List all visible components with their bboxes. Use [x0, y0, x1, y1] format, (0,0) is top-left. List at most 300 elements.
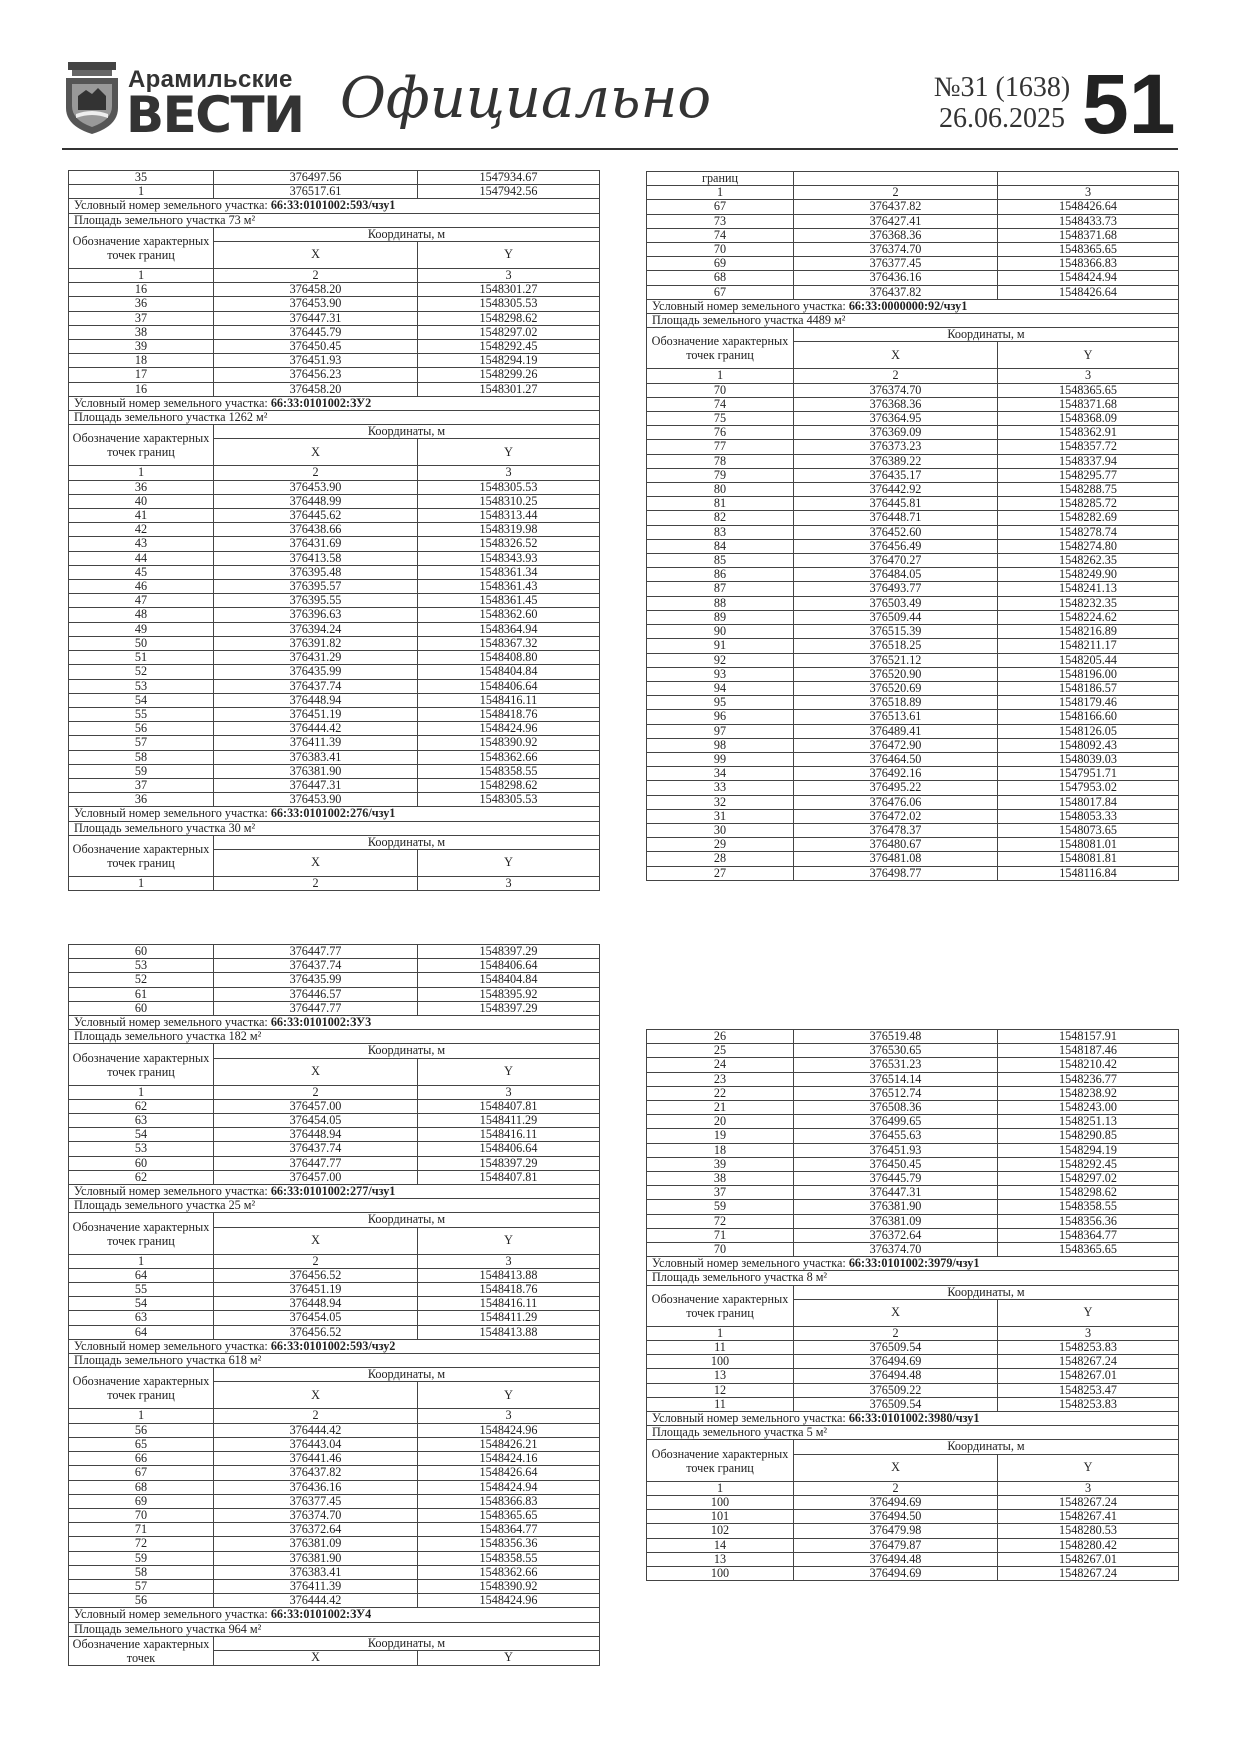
- coord-x: 376480.67: [794, 838, 998, 852]
- coord-x: 376458.20: [214, 382, 418, 396]
- table-row: [647, 625, 1179, 639]
- table-row: [69, 1579, 600, 1593]
- coord-y: 1548368.09: [998, 412, 1179, 426]
- table-row: [647, 1200, 1179, 1214]
- coordinates-header: Координаты, м: [214, 1213, 600, 1227]
- table-row: [647, 243, 1179, 257]
- parcel-number-label: Условный номер земельного участка:: [652, 1411, 849, 1426]
- coord-x: 376494.69: [794, 1355, 998, 1369]
- parcel-number-value: 66:33:0101002:ЗУ2: [270, 396, 372, 410]
- parcel-number-row: [647, 1412, 1179, 1426]
- y-header: Y: [418, 1382, 600, 1409]
- coord-y: 1548297.02: [998, 1172, 1179, 1186]
- coord-x: 376450.45: [214, 340, 418, 354]
- column-number: 3: [418, 466, 600, 480]
- point-number: 99: [647, 752, 794, 766]
- y-header: Y: [418, 1058, 600, 1085]
- coord-x: 376448.71: [794, 511, 998, 525]
- table-row: [647, 1072, 1179, 1086]
- x-header: X: [794, 1299, 998, 1326]
- coord-y: 1548294.19: [998, 1143, 1179, 1157]
- point-number: 67: [647, 285, 794, 299]
- table-row: [69, 171, 600, 185]
- parcel-area: Площадь земельного участка 1262 м²: [69, 411, 600, 425]
- column-number-row: [647, 369, 1179, 383]
- coord-x: 376445.79: [794, 1172, 998, 1186]
- coord-y: 1548251.13: [998, 1115, 1179, 1129]
- point-number: 60: [69, 945, 214, 959]
- coord-x: 376472.90: [794, 738, 998, 752]
- table-row: [647, 397, 1179, 411]
- coord-x: 376515.39: [794, 625, 998, 639]
- coord-x: 376513.61: [794, 710, 998, 724]
- table-row: [647, 539, 1179, 553]
- point-number: 17: [69, 368, 214, 382]
- point-number: 69: [647, 257, 794, 271]
- coordinates-table-right-top: [646, 171, 1179, 881]
- coord-y: 1548362.60: [418, 608, 600, 622]
- coord-y: 1548297.02: [418, 325, 600, 339]
- coord-y: 1548126.05: [998, 724, 1179, 738]
- column-number: 3: [418, 1409, 600, 1423]
- coord-x: 376455.63: [794, 1129, 998, 1143]
- section-title: Официально: [340, 66, 712, 131]
- point-number: 94: [647, 681, 794, 695]
- point-number: 76: [647, 426, 794, 440]
- table-row: [69, 297, 600, 311]
- table-row: [69, 1452, 600, 1466]
- point-number: 47: [69, 594, 214, 608]
- masthead: [62, 54, 1178, 151]
- table-row: [647, 582, 1179, 596]
- point-number: 70: [647, 243, 794, 257]
- point-number: 48: [69, 608, 214, 622]
- coord-y: 1548305.53: [418, 297, 600, 311]
- point-number: 82: [647, 511, 794, 525]
- point-number: 43: [69, 537, 214, 551]
- designation-header: Обозначение характерных точек: [69, 1636, 214, 1665]
- point-number: 56: [69, 1594, 214, 1608]
- coord-x: 376435.99: [214, 665, 418, 679]
- coord-x: 376427.41: [794, 214, 998, 228]
- coord-x: 376411.39: [214, 1579, 418, 1593]
- table-row: [647, 823, 1179, 837]
- coord-y: 1548301.27: [418, 283, 600, 297]
- column-number: 2: [214, 876, 418, 890]
- empty-cell: [998, 172, 1179, 186]
- table-row: [647, 781, 1179, 795]
- coord-y: 1548267.24: [998, 1355, 1179, 1369]
- coord-x: 376519.48: [794, 1030, 998, 1044]
- parcel-number-value: 66:33:0101002:3979/чзу1: [848, 1256, 980, 1271]
- coord-x: 376374.70: [794, 383, 998, 397]
- point-number: 36: [69, 480, 214, 494]
- point-number: 70: [69, 1508, 214, 1522]
- point-number: 57: [69, 736, 214, 750]
- column-number: 1: [69, 876, 214, 890]
- coord-x: 376481.08: [794, 852, 998, 866]
- table-row: [69, 1537, 600, 1551]
- point-number: 63: [69, 1311, 214, 1325]
- point-number: 71: [69, 1523, 214, 1537]
- table-row: [69, 959, 600, 973]
- column-number: 1: [69, 466, 214, 480]
- parcel-area-row: [69, 411, 600, 425]
- table-row: [647, 285, 1179, 299]
- parcel-number-value: 66:33:0101002:593/чзу1: [270, 198, 396, 213]
- point-number: 38: [647, 1172, 794, 1186]
- point-number: 66: [69, 1452, 214, 1466]
- coord-y: 1548424.94: [418, 1480, 600, 1494]
- table-row: [69, 580, 600, 594]
- coord-y: 1548313.44: [418, 509, 600, 523]
- column-number: 2: [794, 186, 998, 200]
- parcel-number-label: Условный номер земельного участка:: [74, 1607, 271, 1622]
- coord-x: 376443.04: [214, 1437, 418, 1451]
- y-header: Y: [998, 1454, 1179, 1481]
- point-number: 21: [647, 1101, 794, 1115]
- table-row: [69, 722, 600, 736]
- table-row: [69, 1437, 600, 1451]
- coord-y: 1548166.60: [998, 710, 1179, 724]
- parcel-number-value: 66:33:0101002:277/чзу1: [270, 1184, 396, 1199]
- y-header: Y: [418, 439, 600, 466]
- coord-x: 376364.95: [794, 412, 998, 426]
- point-number: 59: [647, 1200, 794, 1214]
- coord-y: 1548216.89: [998, 625, 1179, 639]
- point-number: 56: [69, 722, 214, 736]
- point-number: 53: [69, 679, 214, 693]
- table-row: [69, 1128, 600, 1142]
- coord-x: 376389.22: [794, 454, 998, 468]
- coord-y: 1548361.43: [418, 580, 600, 594]
- coord-y: 1548253.47: [998, 1383, 1179, 1397]
- coord-y: 1548395.92: [418, 987, 600, 1001]
- coord-x: 376395.57: [214, 580, 418, 594]
- table-row: [69, 1001, 600, 1015]
- point-number: 31: [647, 809, 794, 823]
- point-number: 33: [647, 781, 794, 795]
- empty-cell: [794, 172, 998, 186]
- table-row: [647, 795, 1179, 809]
- y-header: Y: [418, 242, 600, 269]
- point-number: 71: [647, 1228, 794, 1242]
- coord-y: 1548366.83: [998, 257, 1179, 271]
- coordinates-header: Координаты, м: [794, 1440, 1179, 1454]
- coord-y: 1548407.81: [418, 1099, 600, 1113]
- point-number: 26: [647, 1030, 794, 1044]
- table-row: [647, 228, 1179, 242]
- coord-x: 376437.82: [794, 285, 998, 299]
- coord-y: 1548366.83: [418, 1494, 600, 1508]
- table-row: [647, 1157, 1179, 1171]
- parcel-area: Площадь земельного участка 4489 м²: [647, 314, 1179, 328]
- coord-x: 376447.31: [214, 311, 418, 325]
- coord-x: 376395.55: [214, 594, 418, 608]
- point-number: 59: [69, 764, 214, 778]
- point-number: 84: [647, 539, 794, 553]
- coord-x: 376453.90: [214, 297, 418, 311]
- coord-x: 376437.82: [214, 1466, 418, 1480]
- coord-x: 376448.94: [214, 693, 418, 707]
- coord-y: 1548424.96: [418, 722, 600, 736]
- parcel-number-label: Условный номер земельного участка:: [74, 1015, 271, 1030]
- point-number: 72: [647, 1214, 794, 1228]
- table-row: [647, 1341, 1179, 1355]
- coord-x: 376451.93: [794, 1143, 998, 1157]
- coord-y: 1548356.36: [998, 1214, 1179, 1228]
- point-number: 34: [647, 767, 794, 781]
- coordinates-header: Координаты, м: [214, 1636, 600, 1651]
- coord-y: 1548426.64: [998, 200, 1179, 214]
- coord-x: 376447.77: [214, 945, 418, 959]
- point-number: 22: [647, 1086, 794, 1100]
- point-number: 24: [647, 1058, 794, 1072]
- parcel-number: [69, 199, 600, 213]
- table-row: [69, 340, 600, 354]
- column-number-row: [647, 1326, 1179, 1340]
- column-number-row: [69, 876, 600, 890]
- parcel-area: Площадь земельного участка 964 м²: [69, 1622, 600, 1636]
- column-number: 2: [214, 1085, 418, 1099]
- point-number: 37: [69, 778, 214, 792]
- parcel-area-row: [69, 1622, 600, 1636]
- issue-date: 26.06.2025: [939, 103, 1065, 134]
- parcel-area-row: [647, 1271, 1179, 1285]
- table-row: [647, 1186, 1179, 1200]
- coord-y: 1548362.66: [418, 1565, 600, 1579]
- table-row: [69, 736, 600, 750]
- coord-y: 1548408.80: [418, 651, 600, 665]
- table-row: [69, 1311, 600, 1325]
- coord-y: 1548232.35: [998, 596, 1179, 610]
- coord-y: 1548337.94: [998, 454, 1179, 468]
- parcel-number-value: 66:33:0101002:3980/чзу1: [848, 1411, 980, 1426]
- coord-x: 376472.02: [794, 809, 998, 823]
- table-row: [647, 596, 1179, 610]
- coord-y: 1548253.83: [998, 1397, 1179, 1411]
- table-row: [647, 1129, 1179, 1143]
- point-number: 12: [647, 1383, 794, 1397]
- point-number: 88: [647, 596, 794, 610]
- point-number: 35: [69, 171, 214, 185]
- table-row: [647, 511, 1179, 525]
- table-row: [69, 750, 600, 764]
- header-row: [647, 1440, 1179, 1454]
- table-row: [69, 1565, 600, 1579]
- point-number: 68: [69, 1480, 214, 1494]
- point-number: 87: [647, 582, 794, 596]
- coord-y: 1548298.62: [998, 1186, 1179, 1200]
- coord-x: 376503.49: [794, 596, 998, 610]
- table-row: [647, 1058, 1179, 1072]
- table-row: [69, 1423, 600, 1437]
- coord-x: 376435.17: [794, 468, 998, 482]
- coordinates-header: Координаты, м: [214, 835, 600, 849]
- coord-x: 376396.63: [214, 608, 418, 622]
- table-row: [69, 1268, 600, 1282]
- table-row: [69, 636, 600, 650]
- point-number: 64: [69, 1268, 214, 1282]
- table-row: [647, 454, 1179, 468]
- table-row: [69, 1551, 600, 1565]
- point-number: 37: [69, 311, 214, 325]
- point-number: 91: [647, 639, 794, 653]
- coord-x: 376452.60: [794, 525, 998, 539]
- newspaper-logo: [62, 60, 304, 144]
- point-number: 28: [647, 852, 794, 866]
- parcel-number-row: [69, 807, 600, 821]
- coord-x: 376372.64: [794, 1228, 998, 1242]
- designation-header: Обозначение характерных точек границ: [69, 1213, 214, 1254]
- table-row: [647, 653, 1179, 667]
- point-number: 85: [647, 554, 794, 568]
- x-header: X: [214, 439, 418, 466]
- point-number: 49: [69, 622, 214, 636]
- table-row: [69, 793, 600, 807]
- table-row: [69, 1480, 600, 1494]
- coord-x: 376514.14: [794, 1072, 998, 1086]
- designation-header: Обозначение характерных точек границ: [647, 328, 794, 369]
- parcel-number-row: [69, 1339, 600, 1353]
- coord-x: 376454.05: [214, 1311, 418, 1325]
- column-number: 3: [418, 1085, 600, 1099]
- coord-y: 1548288.75: [998, 483, 1179, 497]
- coord-y: 1548365.65: [998, 243, 1179, 257]
- point-number: 58: [69, 750, 214, 764]
- designation-header: Обозначение характерных точек границ: [69, 425, 214, 466]
- coord-x: 376369.09: [794, 426, 998, 440]
- coord-x: 376447.77: [214, 1156, 418, 1170]
- column-number: 3: [998, 369, 1179, 383]
- designation-header: Обозначение характерных точек границ: [69, 1044, 214, 1085]
- x-header: X: [214, 849, 418, 876]
- point-number: 101: [647, 1510, 794, 1524]
- coord-y: 1548433.73: [998, 214, 1179, 228]
- point-number: 77: [647, 440, 794, 454]
- table-row: [647, 1383, 1179, 1397]
- coord-x: 376437.74: [214, 679, 418, 693]
- point-number: 55: [69, 707, 214, 721]
- coord-x: 376381.09: [214, 1537, 418, 1551]
- table-row: [69, 283, 600, 297]
- table-row: [69, 1099, 600, 1113]
- coord-y: 1548081.01: [998, 838, 1179, 852]
- point-number: 98: [647, 738, 794, 752]
- coord-x: 376494.48: [794, 1552, 998, 1566]
- coord-x: 376499.65: [794, 1115, 998, 1129]
- table-row: [647, 1243, 1179, 1257]
- table-row: [647, 1369, 1179, 1383]
- coord-x: 376512.74: [794, 1086, 998, 1100]
- point-number: 93: [647, 667, 794, 681]
- parcel-number: [69, 807, 600, 821]
- table-row: [69, 368, 600, 382]
- coord-x: 376377.45: [214, 1494, 418, 1508]
- parcel-area: Площадь земельного участка 73 м²: [69, 213, 600, 227]
- parcel-number: [69, 396, 600, 410]
- logo-title-top: Арамильские: [128, 66, 293, 93]
- table-row: [647, 752, 1179, 766]
- x-header: X: [214, 1382, 418, 1409]
- coord-x: 376368.36: [794, 228, 998, 242]
- coord-x: 376448.94: [214, 1297, 418, 1311]
- coord-x: 376374.70: [794, 243, 998, 257]
- coord-y: 1548205.44: [998, 653, 1179, 667]
- coord-y: 1548426.64: [418, 1466, 600, 1480]
- coord-y: 1547934.67: [418, 171, 600, 185]
- coord-y: 1548299.26: [418, 368, 600, 382]
- designation-header-continued: границ: [647, 172, 794, 186]
- point-number: 90: [647, 625, 794, 639]
- column-number: 2: [794, 369, 998, 383]
- coord-x: 376509.44: [794, 610, 998, 624]
- coord-x: 376437.82: [794, 200, 998, 214]
- coord-y: 1548343.93: [418, 551, 600, 565]
- point-number: 44: [69, 551, 214, 565]
- designation-header: Обозначение характерных точек границ: [69, 1368, 214, 1409]
- coord-y: 1548187.46: [998, 1044, 1179, 1058]
- coord-y: 1548413.88: [418, 1325, 600, 1339]
- table-row: [647, 214, 1179, 228]
- designation-header: Обозначение характерных точек границ: [69, 835, 214, 876]
- coord-x: 376464.50: [794, 752, 998, 766]
- coord-x: 376508.36: [794, 1101, 998, 1115]
- table-row: [647, 483, 1179, 497]
- column-number-row: [69, 1254, 600, 1268]
- coord-y: 1548371.68: [998, 228, 1179, 242]
- coord-x: 376395.48: [214, 565, 418, 579]
- point-number: 40: [69, 494, 214, 508]
- parcel-number: [69, 1016, 600, 1030]
- coord-x: 376453.90: [214, 793, 418, 807]
- coord-x: 376381.09: [794, 1214, 998, 1228]
- column-number: 3: [998, 186, 1179, 200]
- point-number: 64: [69, 1325, 214, 1339]
- coord-x: 376470.27: [794, 554, 998, 568]
- coord-y: 1548416.11: [418, 693, 600, 707]
- coord-x: 376456.49: [794, 539, 998, 553]
- coord-x: 376478.37: [794, 823, 998, 837]
- point-number: 67: [69, 1466, 214, 1480]
- table-row: [69, 1523, 600, 1537]
- y-header: Y: [998, 1299, 1179, 1326]
- header-rule: [62, 148, 1178, 150]
- point-number: 52: [69, 973, 214, 987]
- x-header: X: [794, 342, 998, 369]
- point-number: 38: [69, 325, 214, 339]
- header-row: [69, 835, 600, 849]
- table-row: [69, 987, 600, 1001]
- coord-x: 376493.77: [794, 582, 998, 596]
- table-row: [69, 480, 600, 494]
- point-number: 68: [647, 271, 794, 285]
- coord-y: 1548361.34: [418, 565, 600, 579]
- column-number: 2: [214, 466, 418, 480]
- column-number: 3: [418, 876, 600, 890]
- coord-y: 1548186.57: [998, 681, 1179, 695]
- table-row: [647, 1214, 1179, 1228]
- table-row: [69, 354, 600, 368]
- coord-x: 376479.87: [794, 1538, 998, 1552]
- coord-y: 1548406.64: [418, 1142, 600, 1156]
- coordinates-table-left-bottom: [68, 944, 600, 1666]
- point-number: 13: [647, 1369, 794, 1383]
- table-row: [69, 1594, 600, 1608]
- coord-y: 1548390.92: [418, 736, 600, 750]
- column-number: 3: [418, 1254, 600, 1268]
- issue-number: №31 (1638): [933, 72, 1071, 103]
